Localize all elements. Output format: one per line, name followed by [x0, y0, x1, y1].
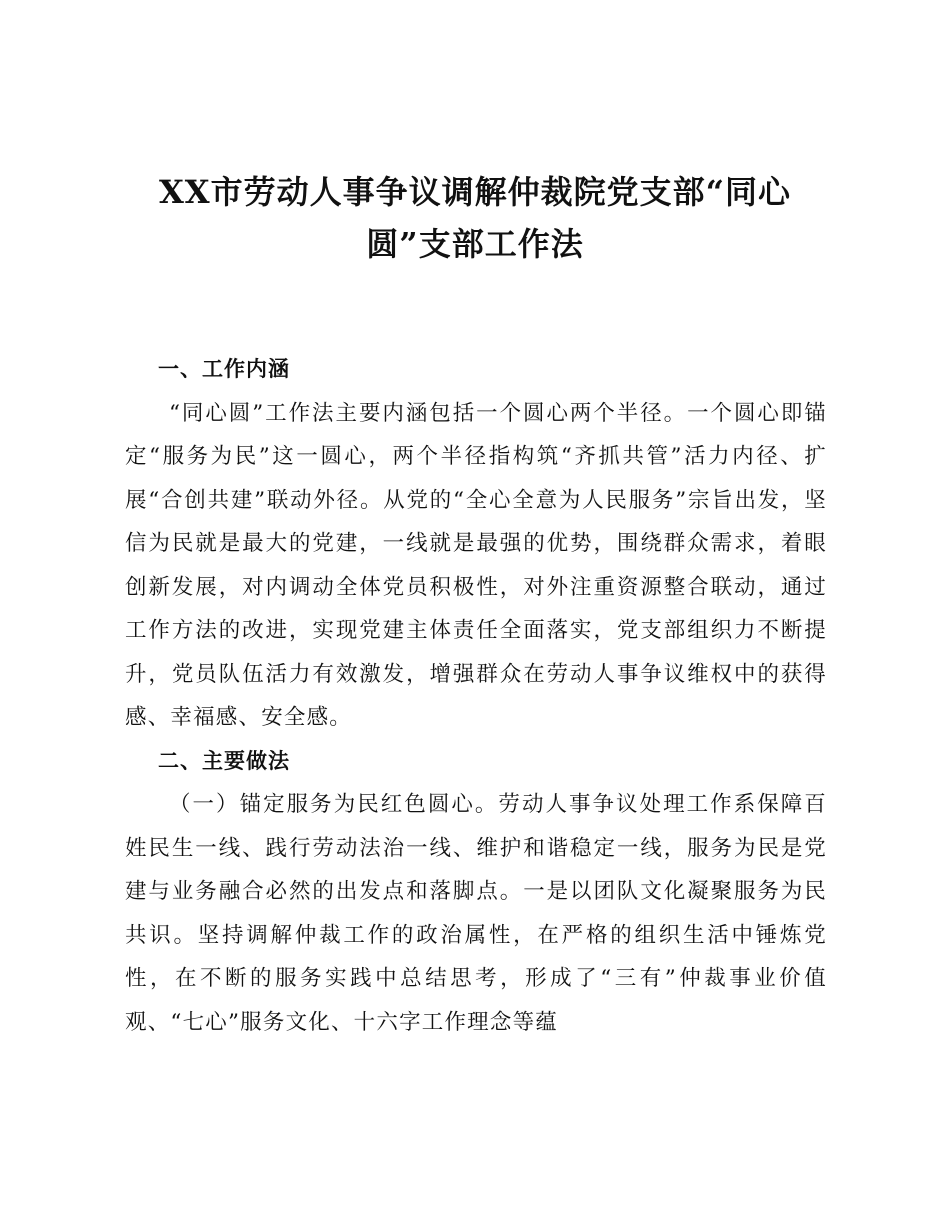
document-body — [125, 348, 827, 1044]
document-title: XX市劳动人事争议调解仲裁院党支部“同心圆”支部工作法 — [158, 173, 792, 263]
section-heading-practices: 二、主要做法 — [158, 748, 290, 773]
section-paragraph-practices: （一）锚定服务为民红色圆心。劳动人事争议处理工作系保障百姓民生一线、践行劳动法治一线、维护和谐稳定一线，服务为民是党建与业务融合必然的出发点和落脚点。一是以团队文化凝聚服务为民共识。坚持调解仲裁工作的政治属性，在严格的组织生活中锤炼党性，在不断的服务实践中总结思考，形成了“三有”仲裁事业价值观、“七心”服务文化、十六字工作理念等蕴 — [125, 792, 827, 1035]
section-paragraph-connotation: “同心圆”工作法主要内涵包括一个圆心两个半径。一个圆心即锚定“服务为民”这一圆心，两个半径指构筑“齐抓共管”活力内径、扩展“合创共建”联动外径。从党的“全心全意为人民服务”宗旨出发，坚信为民就是最大的党建，一线就是最强的优势，围绕群众需求，着眼创新发展，对内调动全体党员积极性，对外注重资源整合联动，通过工作方法的改进，实现党建主体责任全面落实，党支部组织力不断提升，党员队伍活力有效激发，增强群众在劳动人事争议维权中的获得感、幸福感、安全感。 — [125, 400, 827, 730]
section-heading-connotation: 一、工作内涵 — [158, 357, 290, 381]
